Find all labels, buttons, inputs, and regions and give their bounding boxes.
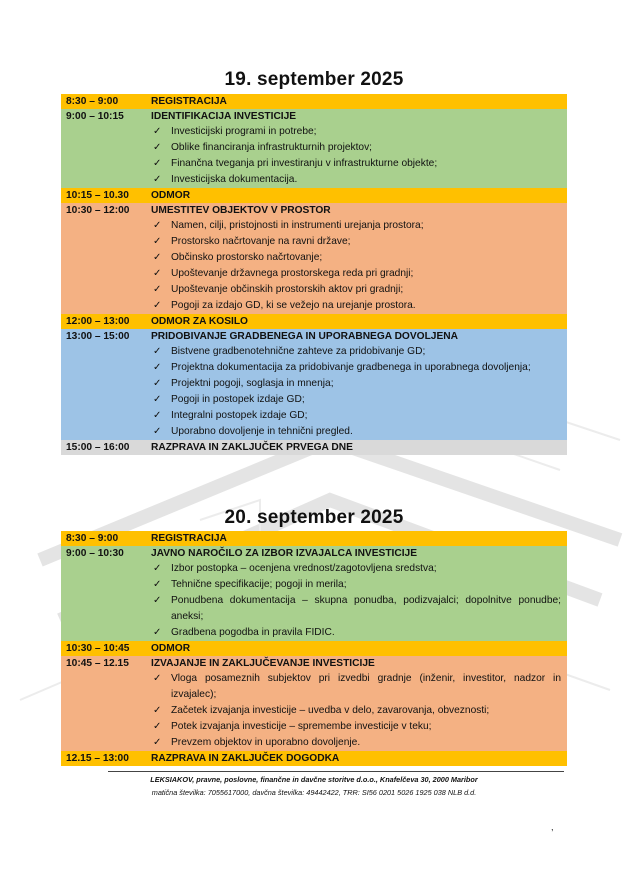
check-icon: ✓ xyxy=(153,362,162,373)
session-time: 15:00 – 16:00 xyxy=(66,442,130,453)
session-body xyxy=(151,751,567,766)
session-title: JAVNO NAROČILO ZA IZBOR IZVAJALCA INVESTICIJE xyxy=(151,548,418,559)
topic-item xyxy=(151,234,561,250)
schedule-row xyxy=(61,546,567,641)
topic-text: Občinsko prostorsko načrtovanje; xyxy=(171,252,323,263)
topic-text: Projektna dokumentacija za pridobivanje gradbenega in uporabnega dovoljenja; xyxy=(171,362,531,373)
session-body xyxy=(151,531,567,546)
session-body xyxy=(151,546,567,641)
schedule-row xyxy=(61,94,567,109)
topic-text: Začetek izvajanja investicije – uvedba v delo, zavarovanja, obveznosti; xyxy=(171,705,490,716)
topic-text: Namen, cilji, pristojnosti in instrumenti urejanja prostora; xyxy=(171,220,424,231)
topic-text: Bistvene gradbenotehnične zahteve za pridobivanje GD; xyxy=(171,346,426,357)
check-icon: ✓ xyxy=(153,158,162,169)
topic-item xyxy=(151,124,561,140)
topic-list xyxy=(151,218,561,314)
topic-item xyxy=(151,376,561,392)
topic-text: Vloga posameznih subjektov pri izvedbi gradnje (inženir, investitor, nadzor in izvajalec); xyxy=(171,673,561,700)
topic-text: Izbor postopka – ocenjena vrednost/zagotovljena sredstva; xyxy=(171,563,437,574)
session-time: 12.15 – 13:00 xyxy=(66,753,129,764)
topic-item xyxy=(151,156,561,172)
topic-item xyxy=(151,424,561,440)
check-icon: ✓ xyxy=(153,563,162,574)
topic-item xyxy=(151,140,561,156)
check-icon: ✓ xyxy=(153,394,162,405)
topic-text: Oblike financiranja infrastrukturnih projektov; xyxy=(171,142,373,153)
topic-item xyxy=(151,408,561,424)
topic-item xyxy=(151,719,561,735)
check-icon: ✓ xyxy=(153,268,162,279)
day-2-title: 20. september 2025 xyxy=(224,507,404,528)
session-time: 9:00 – 10:15 xyxy=(66,111,124,122)
topic-text: Projektni pogoji, soglasja in mnenja; xyxy=(171,378,334,389)
session-title: ODMOR ZA KOSILO xyxy=(151,316,248,327)
topic-list xyxy=(151,344,561,440)
session-body xyxy=(151,314,567,329)
topic-list xyxy=(151,124,561,188)
topic-item xyxy=(151,735,561,751)
topic-text: Ponudbena dokumentacija – skupna ponudba, podizvajalci; dopolnitve ponudbe; aneksi; xyxy=(171,595,561,622)
session-title: IDENTIFIKACIJA INVESTICIJE xyxy=(151,111,297,122)
check-icon: ✓ xyxy=(153,236,162,247)
session-title: RAZPRAVA IN ZAKLJUČEK PRVEGA DNE xyxy=(151,442,353,453)
topic-item xyxy=(151,392,561,408)
footer-divider xyxy=(108,771,564,772)
footer-registration-line: matična številka: 7055617000, davčna številka: 49442422, TRR: SI56 0201 5026 1925 038 NLB d.d. xyxy=(151,788,477,797)
session-time: 10:30 – 10:45 xyxy=(66,643,130,654)
check-icon: ✓ xyxy=(153,252,162,263)
topic-item xyxy=(151,577,561,593)
session-time: 12:00 – 13:00 xyxy=(66,316,130,327)
check-icon: ✓ xyxy=(153,737,162,748)
topic-text: Upoštevanje državnega prostorskega reda pri gradnji; xyxy=(171,268,414,279)
topic-item xyxy=(151,250,561,266)
footer xyxy=(61,773,567,799)
session-title: IZVAJANJE IN ZAKLJUČEVANJE INVESTICIJE xyxy=(151,658,375,669)
topic-text: Prostorsko načrtovanje na ravni države; xyxy=(171,236,351,247)
schedule-row xyxy=(61,440,567,455)
topic-item xyxy=(151,625,561,641)
topic-item xyxy=(151,561,561,577)
session-body xyxy=(151,94,567,109)
topic-text: Finančna tveganja pri investiranju v infrastrukturne objekte; xyxy=(171,158,438,169)
schedule-row xyxy=(61,188,567,203)
schedule-row xyxy=(61,314,567,329)
session-time: 8:30 – 9:00 xyxy=(66,533,119,544)
schedule-row xyxy=(61,751,567,766)
topic-item xyxy=(151,266,561,282)
topic-item xyxy=(151,703,561,719)
check-icon: ✓ xyxy=(153,220,162,231)
day-1-schedule xyxy=(61,94,567,455)
topic-list xyxy=(151,671,561,751)
session-time: 10:45 – 12.15 xyxy=(66,658,129,669)
session-time: 10:30 – 12:00 xyxy=(66,205,130,216)
schedule-row xyxy=(61,109,567,188)
topic-text: Upoštevanje občinskih prostorskih aktov pri gradnji; xyxy=(171,284,404,295)
check-icon: ✓ xyxy=(153,410,162,421)
topic-text: Uporabno dovoljenje in tehnični pregled. xyxy=(171,426,353,437)
check-icon: ✓ xyxy=(153,627,162,638)
check-icon: ✓ xyxy=(153,284,162,295)
day-2-schedule xyxy=(61,531,567,766)
session-time: 13:00 – 15:00 xyxy=(66,331,130,342)
topic-item xyxy=(151,172,561,188)
session-body xyxy=(151,656,567,751)
topic-item xyxy=(151,593,561,625)
check-icon: ✓ xyxy=(153,174,162,185)
topic-item xyxy=(151,671,561,703)
check-icon: ✓ xyxy=(153,673,162,684)
schedule-row xyxy=(61,641,567,656)
session-body xyxy=(151,109,567,188)
schedule-row xyxy=(61,329,567,440)
topic-item xyxy=(151,360,561,376)
check-icon: ✓ xyxy=(153,126,162,137)
session-title: RAZPRAVA IN ZAKLJUČEK DOGODKA xyxy=(151,753,340,764)
topic-item xyxy=(151,282,561,298)
session-time: 10:15 – 10.30 xyxy=(66,190,129,201)
topic-text: Investicijska dokumentacija. xyxy=(171,174,298,185)
topic-text: Pogoji za izdajo GD, ki se vežejo na urejanje prostora. xyxy=(171,300,416,311)
session-body xyxy=(151,188,567,203)
day-1-title: 19. september 2025 xyxy=(224,69,404,90)
topic-item xyxy=(151,218,561,234)
session-title: PRIDOBIVANJE GRADBENEGA IN UPORABNEGA DOVOLJENA xyxy=(151,331,458,342)
schedule-row xyxy=(61,203,567,314)
footer-company-line: LEKSIAKOV, pravne, poslovne, finančne in davčne storitve d.o.o., Knafelčeva 30, 2000 Maribor xyxy=(150,775,478,784)
check-icon: ✓ xyxy=(153,426,162,437)
session-body xyxy=(151,203,567,314)
session-body xyxy=(151,440,567,455)
check-icon: ✓ xyxy=(153,378,162,389)
session-title: ODMOR xyxy=(151,643,191,654)
topic-item xyxy=(151,298,561,314)
session-title: ODMOR xyxy=(151,190,191,201)
topic-text: Prevzem objektov in uporabno dovoljenje. xyxy=(171,737,361,748)
page-mark: , xyxy=(551,822,554,832)
check-icon: ✓ xyxy=(153,721,162,732)
topic-text: Gradbena pogodba in pravila FIDIC. xyxy=(171,627,335,638)
check-icon: ✓ xyxy=(153,300,162,311)
topic-text: Tehnične specifikacije; pogoji in merila; xyxy=(171,579,347,590)
check-icon: ✓ xyxy=(153,705,162,716)
check-icon: ✓ xyxy=(153,142,162,153)
schedule-row xyxy=(61,531,567,546)
topic-text: Investicijski programi in potrebe; xyxy=(171,126,317,137)
topic-item xyxy=(151,344,561,360)
topic-text: Pogoji in postopek izdaje GD; xyxy=(171,394,305,405)
check-icon: ✓ xyxy=(153,346,162,357)
check-icon: ✓ xyxy=(153,595,162,606)
check-icon: ✓ xyxy=(153,579,162,590)
schedule-row xyxy=(61,656,567,751)
topic-text: Potek izvajanja investicije – spremembe investicije v teku; xyxy=(171,721,432,732)
session-title: REGISTRACIJA xyxy=(151,96,227,107)
session-title: REGISTRACIJA xyxy=(151,533,227,544)
session-title: UMESTITEV OBJEKTOV V PROSTOR xyxy=(151,205,331,216)
session-time: 9:00 – 10:30 xyxy=(66,548,124,559)
topic-text: Integralni postopek izdaje GD; xyxy=(171,410,308,421)
session-time: 8:30 – 9:00 xyxy=(66,96,119,107)
session-body xyxy=(151,641,567,656)
session-body xyxy=(151,329,567,440)
topic-list xyxy=(151,561,561,641)
